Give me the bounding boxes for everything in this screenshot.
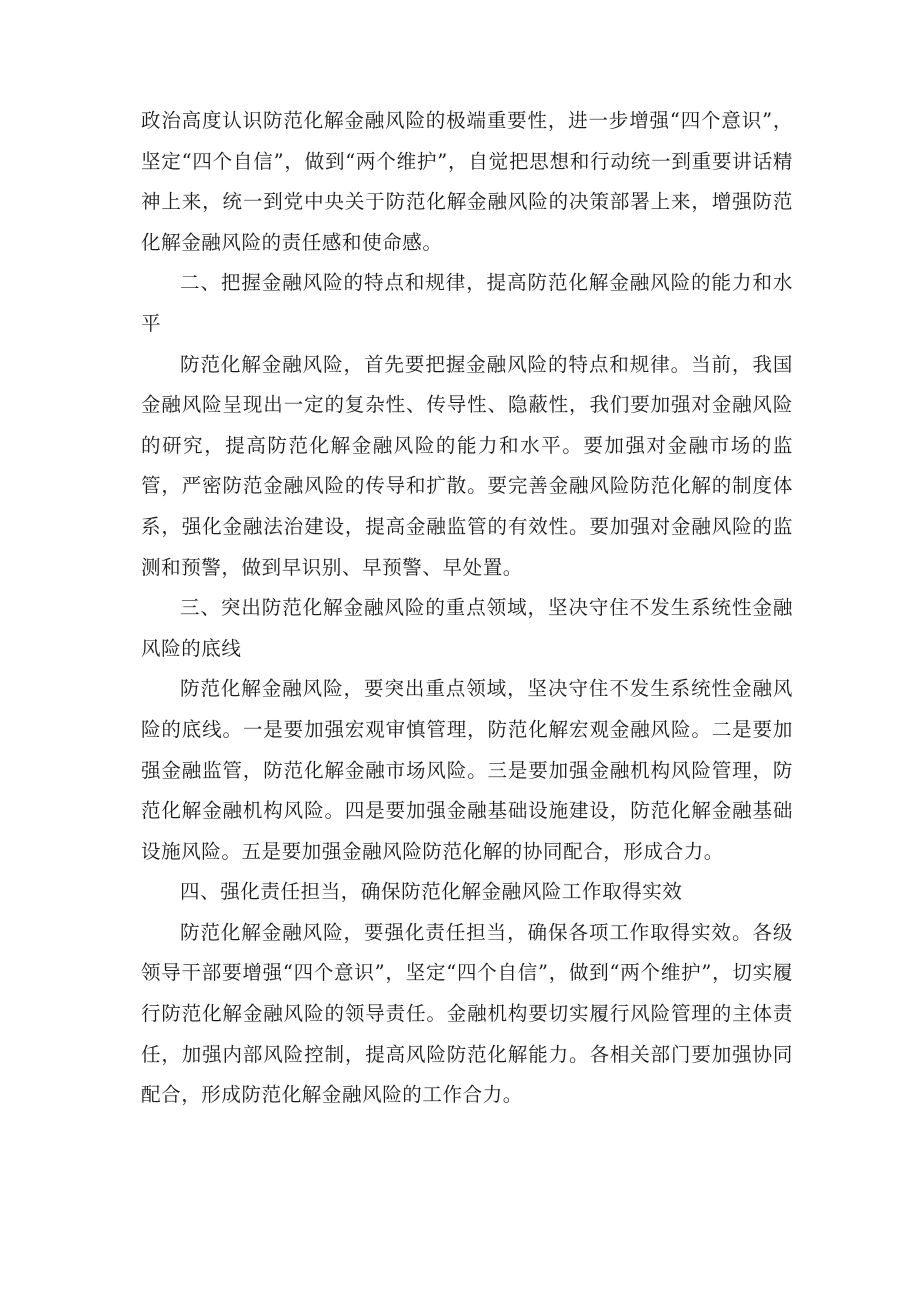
paragraph-continuation: 政治高度认识防范化解金融风险的极端重要性，进一步增强“四个意识”，坚定“四个自信”，做到“两个维护”，自觉把思想和行动统一到重要讲话精神上来，统一到党中央关于防范化解金融风险的决策部署上来，增强防范化解金融风险的责任感和使命感。 bbox=[141, 109, 793, 254]
paragraph-section-3: 防范化解金融风险，要突出重点领域，坚决守住不发生系统性金融风险的底线。一是要加强宏观审慎管理，防范化解宏观金融风险。二是要加强金融监管，防范化解金融市场风险。三是要加强金融机构风险管理，防范化解金融机构风险。四是要加强金融基础设施建设，防范化解金融基础设施风险。五是要加强金融风险防范化解的协同配合，形成合力。 bbox=[141, 677, 793, 863]
section-heading-4: 四、强化责任担当，确保防范化解金融风险工作取得实效 bbox=[180, 880, 683, 904]
paragraph-section-2: 防范化解金融风险，首先要把握金融风险的特点和规律。当前，我国金融风险呈现出一定的复杂性、传导性、隐蔽性，我们要加强对金融风险的研究，提高防范化解金融风险的能力和水平。要加强对金融市场的监管，严密防范金融风险的传导和扩散。要完善金融风险防范化解的制度体系，强化金融法治建设，提高金融监管的有效性。要加强对金融风险的监测和预警，做到早识别、早预警、早处置。 bbox=[141, 352, 793, 579]
document-body bbox=[141, 101, 793, 1116]
paragraph-section-4: 防范化解金融风险，要强化责任担当，确保各项工作取得实效。各级领导干部要增强“四个意识”，坚定“四个自信”，做到“两个维护”，切实履行防范化解金融风险的领导责任。金融机构要切实履行风险管理的主体责任，加强内部风险控制，提高风险防范化解能力。各相关部门要加强协同配合，形成防范化解金融风险的工作合力。 bbox=[141, 920, 793, 1107]
section-heading-2: 二、把握金融风险的特点和规律，提高防范化解金融风险的能力和水平 bbox=[141, 271, 793, 335]
section-heading-3: 三、突出防范化解金融风险的重点领域，坚决守住不发生系统性金融风险的底线 bbox=[141, 596, 793, 660]
